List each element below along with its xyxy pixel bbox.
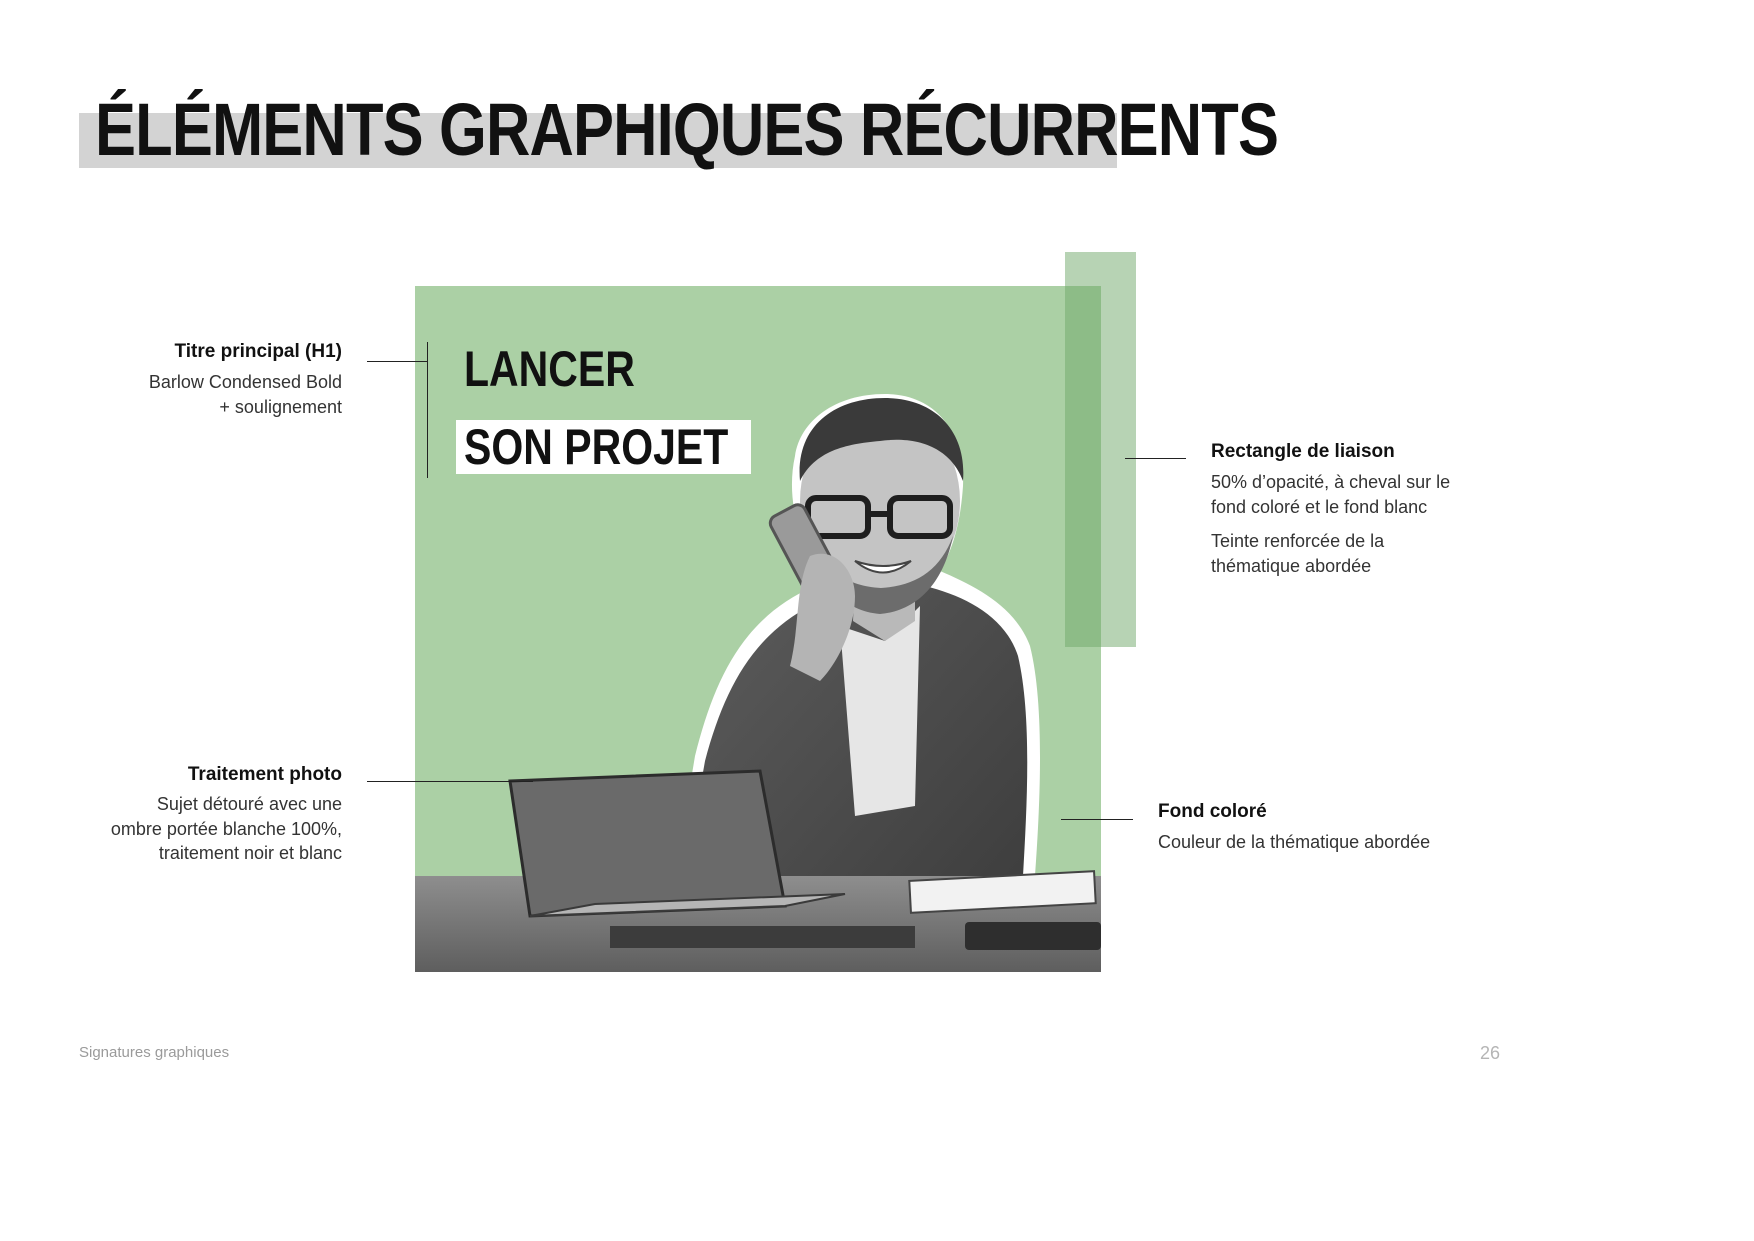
- annotation-title-bracket: [427, 342, 428, 478]
- annotation-title: [60, 340, 342, 419]
- annotation-title-connector: [367, 361, 428, 362]
- footer-section-name: Signatures graphiques: [79, 1044, 230, 1061]
- headline-line-1: LANCER: [464, 341, 635, 397]
- annotation-background-line-1: Couleur de la thématique abordée: [1158, 832, 1431, 852]
- annotation-background-label: Fond coloré: [1158, 801, 1267, 822]
- annotation-photo-label: Traitement photo: [187, 764, 342, 785]
- annotation-photo-connector: [367, 781, 533, 782]
- page-number: 26: [1480, 1043, 1501, 1063]
- annotation-rectangle-line-3: Teinte renforcée de la: [1211, 531, 1385, 551]
- annotation-title-label: Titre principal (H1): [174, 341, 342, 362]
- linking-rectangle: [1065, 252, 1136, 647]
- annotation-rectangle-line-1: 50% d’opacité, à cheval sur le: [1211, 472, 1451, 492]
- headline-line-2: SON PROJET: [464, 419, 729, 475]
- annotation-background: [1158, 800, 1498, 855]
- annotation-background-connector: [1061, 819, 1133, 820]
- annotation-photo-line-1: Sujet détouré avec une: [156, 794, 342, 814]
- annotation-title-line-1: Barlow Condensed Bold: [148, 372, 342, 392]
- annotation-rectangle: [1211, 440, 1511, 578]
- annotation-photo-line-2: ombre portée blanche 100%,: [110, 818, 342, 839]
- annotation-rectangle-line-2: fond coloré et le fond blanc: [1211, 496, 1428, 517]
- annotation-photo: [40, 763, 342, 866]
- annotation-rectangle-line-4: thématique abordée: [1211, 555, 1372, 576]
- annotation-photo-line-3: traitement noir et blanc: [158, 843, 342, 863]
- annotation-title-line-2: + soulignement: [219, 396, 342, 417]
- annotation-rectangle-label: Rectangle de liaison: [1211, 441, 1395, 462]
- annotation-rectangle-connector: [1125, 458, 1186, 459]
- page-title: ÉLÉMENTS GRAPHIQUES RÉCURRENTS: [95, 88, 1279, 171]
